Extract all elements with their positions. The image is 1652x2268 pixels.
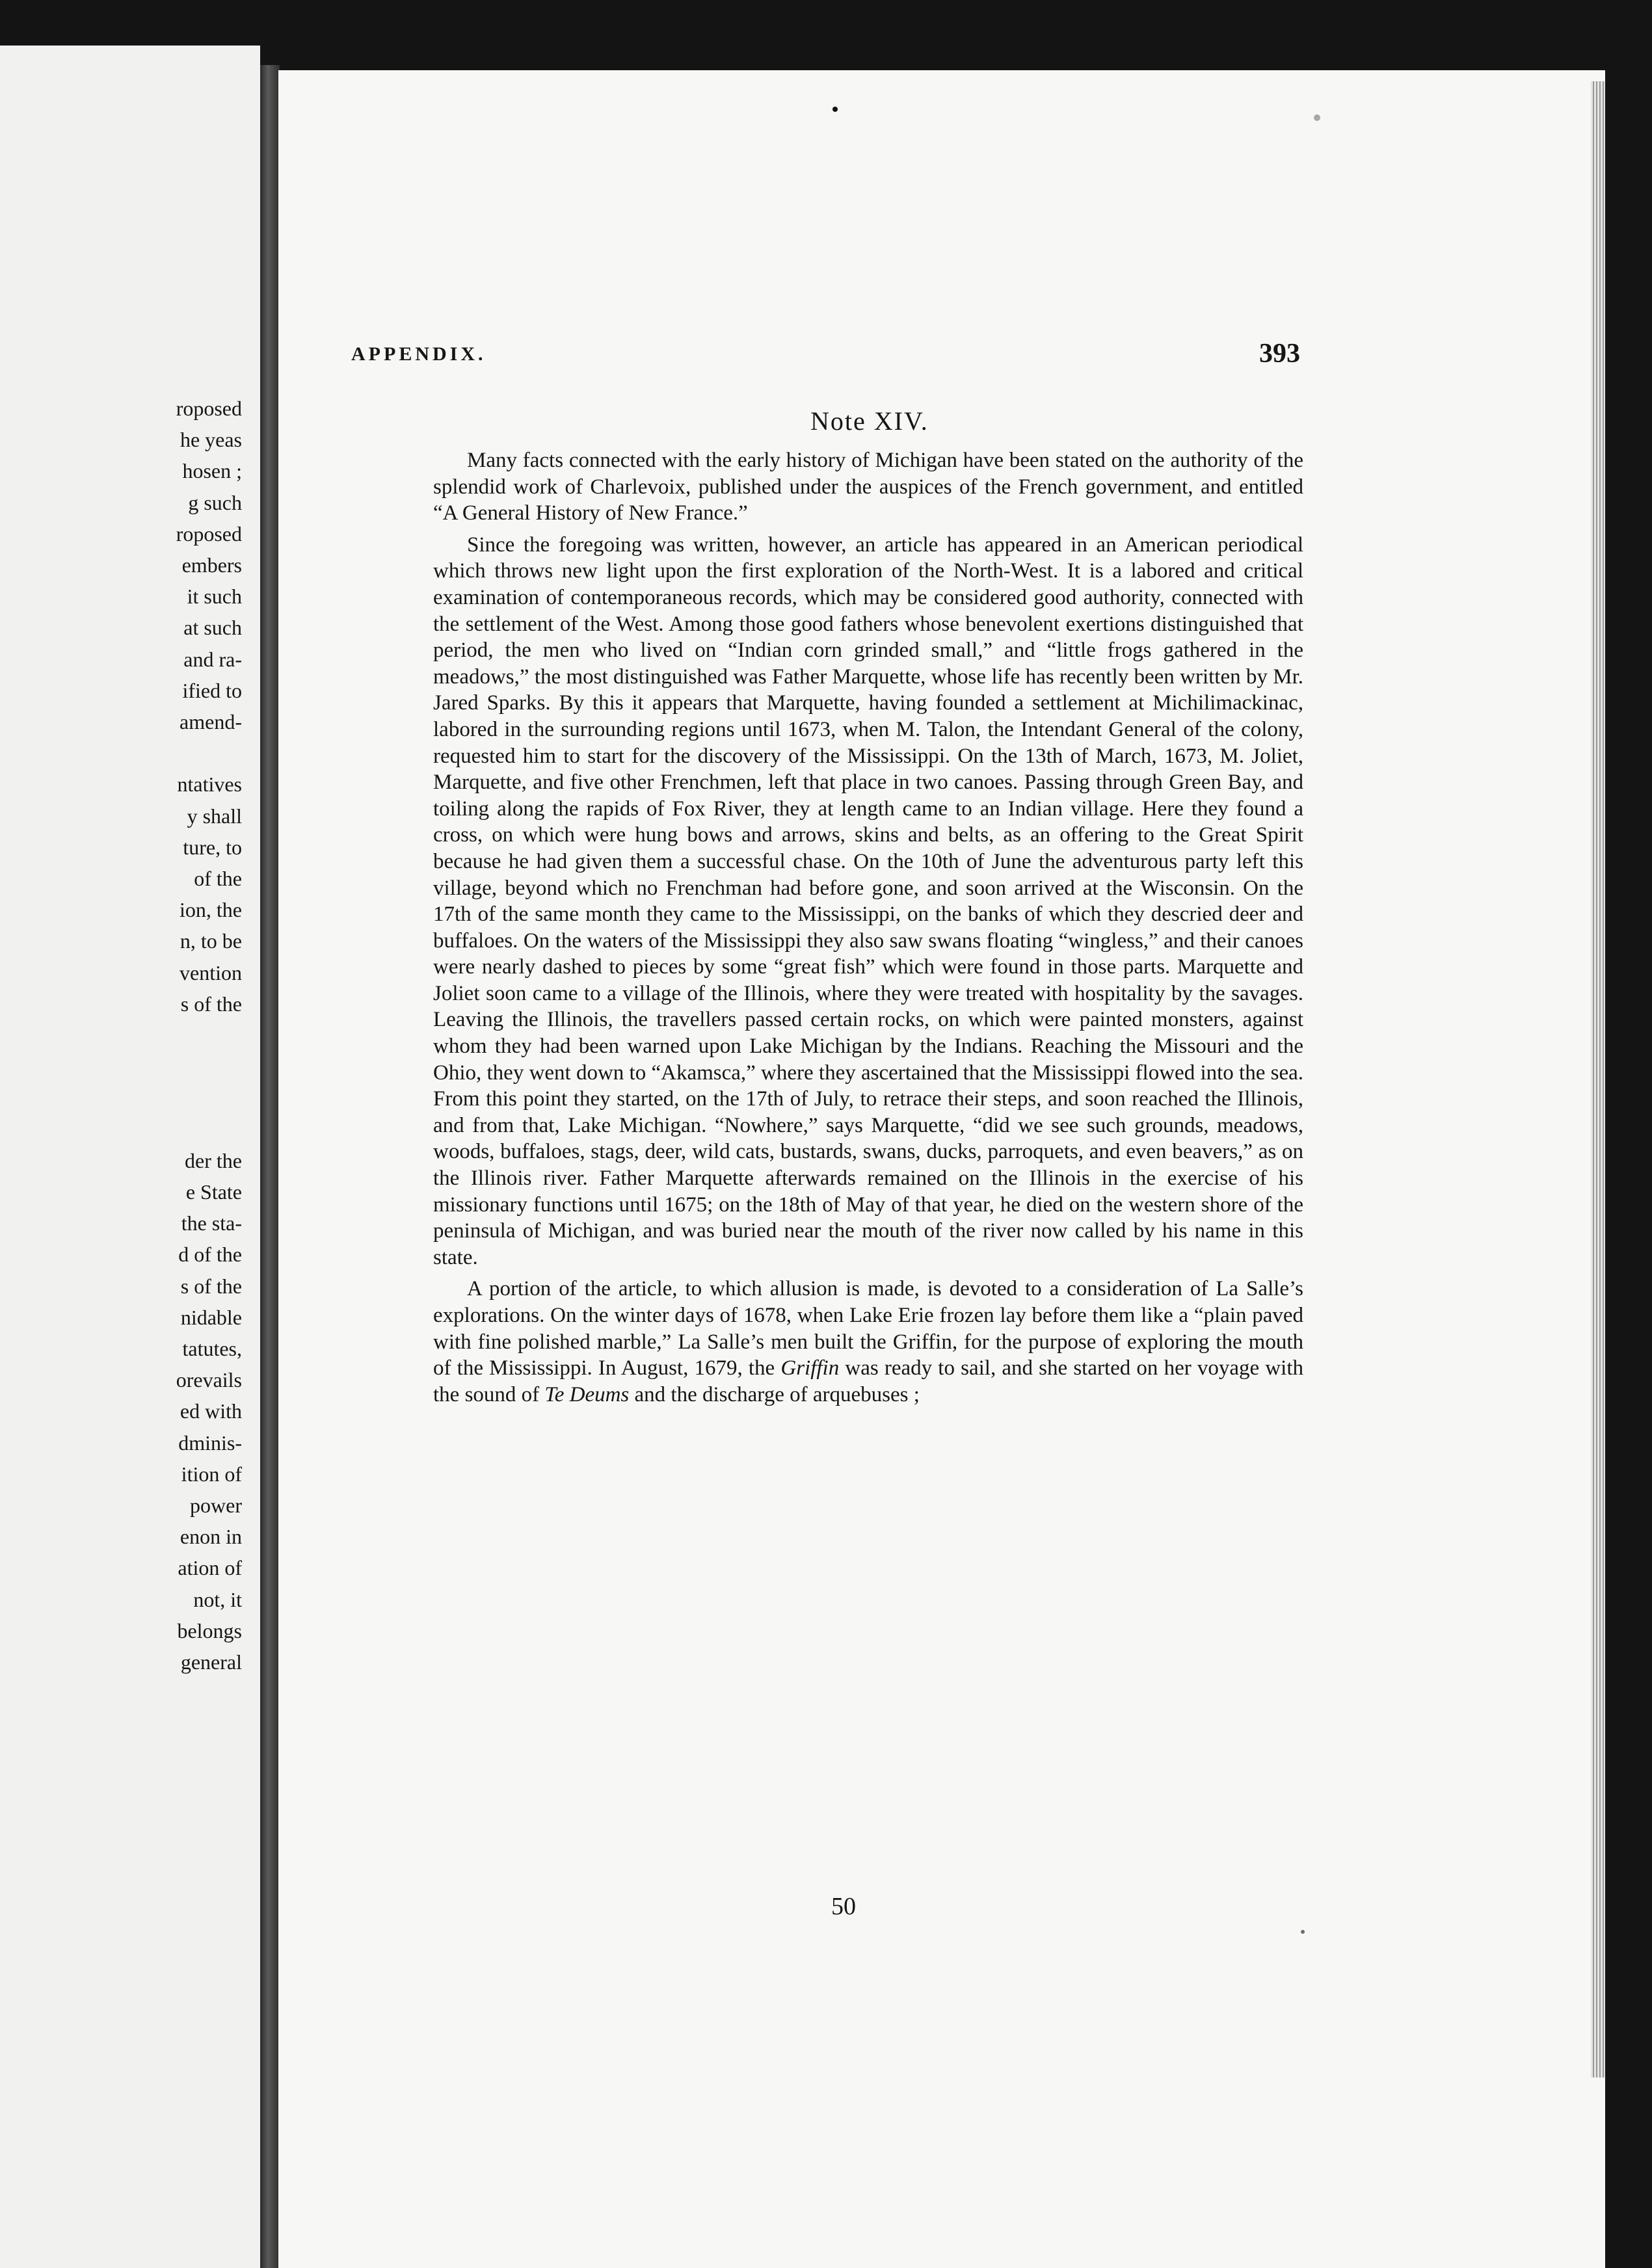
body-text <box>433 447 1303 1413</box>
left-page-fragment: general <box>180 1650 242 1674</box>
running-head: APPENDIX. <box>351 343 486 365</box>
left-page-fragment: tatutes, <box>182 1337 242 1360</box>
left-page-fragment: ion, the <box>180 898 242 922</box>
left-page-fragment: it such <box>187 585 242 609</box>
left-page-fragment: n, to be <box>180 929 242 953</box>
page-stack-edge <box>1591 81 1605 2077</box>
left-page-fragment: y shall <box>187 804 242 828</box>
te-deums: Te Deums <box>544 1382 630 1406</box>
left-page-fragment: orevails <box>176 1368 242 1392</box>
left-page-fragment: at such <box>183 616 242 640</box>
left-page-fragment: embers <box>181 553 242 577</box>
left-page-fragment: not, it <box>193 1587 242 1611</box>
paragraph-3-text-a: A portion of the article, to which allusion is made, is devoted to a consideration of La Salle’s explorations. On the winter days of 1678, when Lake Erie frozen lay before them like a “plain paved with fine polished marble,” La Salle’s men built the Griffin, for the purpose of exploring the mouth of the Mississippi. In August, 1679, the <box>433 1277 1303 1380</box>
left-page-fragment: roposed <box>176 521 242 546</box>
left-page-fragment: the sta- <box>181 1211 242 1235</box>
left-page-fragment: nidable <box>180 1305 242 1329</box>
page-number: 393 <box>1259 339 1300 369</box>
left-page-fragment: e State <box>185 1180 242 1204</box>
paragraph-3-text-c: and the discharge of arquebuses ; <box>629 1382 920 1406</box>
left-page-fragment: and ra- <box>183 647 242 671</box>
book-gutter <box>260 65 280 2268</box>
left-page-fragment: der the <box>185 1148 242 1172</box>
left-page-fragment: ed with <box>180 1399 242 1423</box>
left-page-fragment: of the <box>194 867 242 890</box>
left-page-fragment: hosen ; <box>182 459 242 483</box>
paragraph-1: Many facts connected with the early history of Michigan have been stated on the authority of the splendid work of Charlevoix, published under the auspices of the French government, and entitled “A General History of New France.” <box>433 449 1303 525</box>
left-page <box>0 46 260 2268</box>
left-page-fragment: power <box>190 1494 242 1517</box>
left-page-fragment: ition of <box>181 1462 242 1486</box>
paragraph-3 <box>433 1276 1303 1408</box>
left-page-fragment: belongs <box>177 1618 242 1642</box>
paragraph-2: Since the foregoing was written, however, an article has appeared in an American periodical which throws new light upon the first exploration of the North-West. It is a labored and critical examination of contemporaneous records, which may be considered good authority, connected with the settlement of the West. Among those good fathers whose benevolent exertions distinguished that period, the men who lived on “Indian corn grinded small,” and “little frogs gathered in the meadows,” the most distinguished was Father Marquette, whose life has recently been written by Mr. Jared Sparks. By this it appears that Marquette, having founded a settlement at Michilimackinac, labored in the surrounding regions until 1673, when M. Talon, the Intendant General of the colony, requested him to start for the discovery of the Mississippi. On the 13th of March, 1673, M. Joliet, Marquette, and five other Frenchmen, left that place in two canoes. Passing through Green Bay, and toiling along the rapids of Fox River, they at length came to an Indian village. Here they found a cross, on which were hung bows and arrows, skins and belts, as an offering to the Great Spirit because he had given them a successful chase. On the 10th of June the adventurous party left this village, beyond which no Frenchman had before gone, and soon arrived at the Wisconsin. On the 17th of the same month they came to the Mississippi, on the banks of which they descried deer and buffaloes. On the waters of the Mississippi they also saw swans floating “wingless,” and their canoes were nearly dashed to pieces by some “great fish” which were found in those parts. Marquette and Joliet soon came to a village of the Illinois, where they were treated with hospitality by the savages. Leaving the Illinois, the travellers passed certain rocks, on which were painted monsters, against whom they had been warned upon Lake Michigan by the Indians. Reaching the Missouri and the Ohio, they went down to “Akamsca,” where they ascertained that the Mississippi flowed into the sea. From this point they started, on the 17th of July, to retrace their steps, and soon reached the Illinois, and from that, Lake Michigan. “Nowhere,” says Marquette, “did we see such grounds, meadows, woods, buffaloes, stags, deer, wild cats, bustards, swans, ducks, parroquets, and even beavers,” as on the Illinois river. Father Marquette afterwards remained on the Illinois in the exercise of his missionary functions until 1675; on the 18th of May of that year, he died on the western shore of the peninsula of Michigan, and was buried near the mouth of the river now called by his name in this state. <box>433 533 1303 1269</box>
left-page-fragment: s of the <box>180 1274 242 1298</box>
signature-mark: 50 <box>831 1893 856 1920</box>
left-page-fragment: ation of <box>178 1556 242 1580</box>
left-page-fragment: dminis- <box>178 1431 242 1455</box>
left-page-fragment: g such <box>188 490 242 514</box>
left-page-fragment: roposed <box>176 397 242 420</box>
left-page-fragment: ntatives <box>177 772 242 797</box>
left-page-fragment: s of the <box>180 992 242 1016</box>
left-page-fragment: he yeas <box>180 428 242 452</box>
paragraph-3-text-b: was ready to sail, and she started on her voyage with the sound of <box>433 1356 1303 1406</box>
left-page-fragment: ified to <box>182 678 242 702</box>
note-title: Note XIV. <box>810 406 929 436</box>
left-page-fragment: ture, to <box>183 835 242 859</box>
left-page-fragment: amend- <box>180 710 242 733</box>
ship-name-griffin: Griffin <box>780 1356 840 1380</box>
left-page-fragment: vention <box>180 960 242 984</box>
left-page-fragment: d of the <box>178 1243 242 1267</box>
left-page-text-fragments <box>0 46 247 2191</box>
left-page-fragment: enon in <box>180 1525 242 1549</box>
